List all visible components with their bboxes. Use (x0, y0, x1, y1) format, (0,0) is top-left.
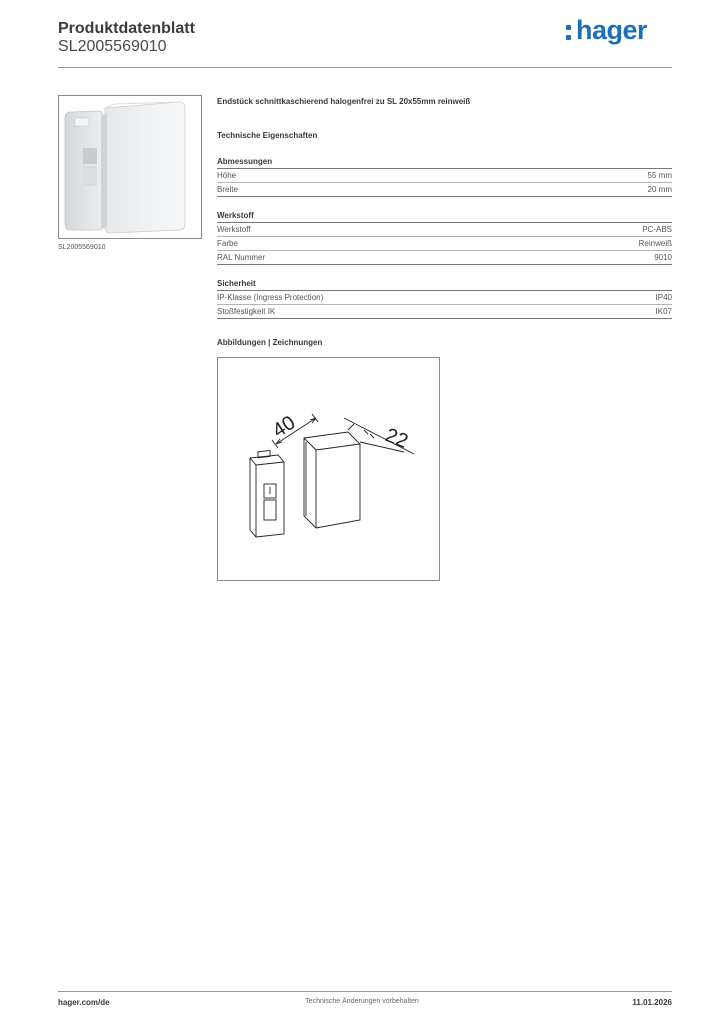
product-photo-icon (59, 96, 201, 238)
technical-drawing (217, 357, 440, 581)
section-title: Abmessungen (217, 155, 672, 169)
footer-date: 11.01.2026 (632, 998, 672, 1007)
section-dimensions (217, 155, 672, 197)
spec-value: PC-ABS (642, 225, 672, 234)
dimension-label-40: 40 (268, 411, 300, 443)
page-title: Produktdatenblatt (58, 20, 195, 37)
spec-label: Stoßfestigkeit IK (217, 307, 276, 316)
spec-label: Werkstoff (217, 225, 251, 234)
section-title: Werkstoff (217, 209, 672, 223)
header-divider (58, 67, 672, 68)
logo-dot-icon (566, 35, 571, 40)
section-material (217, 209, 672, 265)
section-safety (217, 277, 672, 319)
spec-value: IK07 (655, 307, 672, 316)
spec-row (217, 223, 672, 237)
footer-website-link[interactable]: hager.com/de (58, 998, 110, 1007)
spec-row (217, 237, 672, 251)
spec-row (217, 305, 672, 319)
footer-disclaimer: Technische Änderungen vorbehalten (305, 998, 419, 1005)
spec-label: RAL Nummer (217, 253, 266, 262)
spec-label: Breite (217, 185, 238, 194)
footer-divider (58, 991, 672, 992)
logo-text: hager (576, 15, 648, 45)
spec-value: IP40 (655, 293, 672, 302)
section-title: Sicherheit (217, 277, 672, 291)
spec-row (217, 169, 672, 183)
spec-label: Farbe (217, 239, 238, 248)
product-sku: SL2005569010 (58, 38, 167, 55)
spec-row (217, 251, 672, 265)
logo-dot-icon (566, 25, 571, 30)
spec-value: 20 mm (647, 185, 672, 194)
dimension-label-22: 22 (382, 424, 411, 453)
product-image-caption: SL2005569010 (58, 244, 106, 251)
spec-label: IP-Klasse (Ingress Protection) (217, 293, 324, 302)
dimension-drawing-icon (218, 358, 439, 580)
figures-heading: Abbildungen | Zeichnungen (217, 338, 323, 347)
product-description: Endstück schnittkaschierend halogenfrei zu SL 20x55mm reinweiß (217, 97, 471, 106)
spec-row (217, 291, 672, 305)
hager-logo (566, 16, 658, 48)
spec-row (217, 183, 672, 197)
spec-value: 55 mm (647, 171, 672, 180)
spec-label: Höhe (217, 171, 237, 180)
spec-value: 9010 (654, 253, 672, 262)
product-image (58, 95, 202, 239)
tech-heading: Technische Eigenschaften (217, 131, 318, 140)
spec-value: Reinweiß (638, 239, 672, 248)
